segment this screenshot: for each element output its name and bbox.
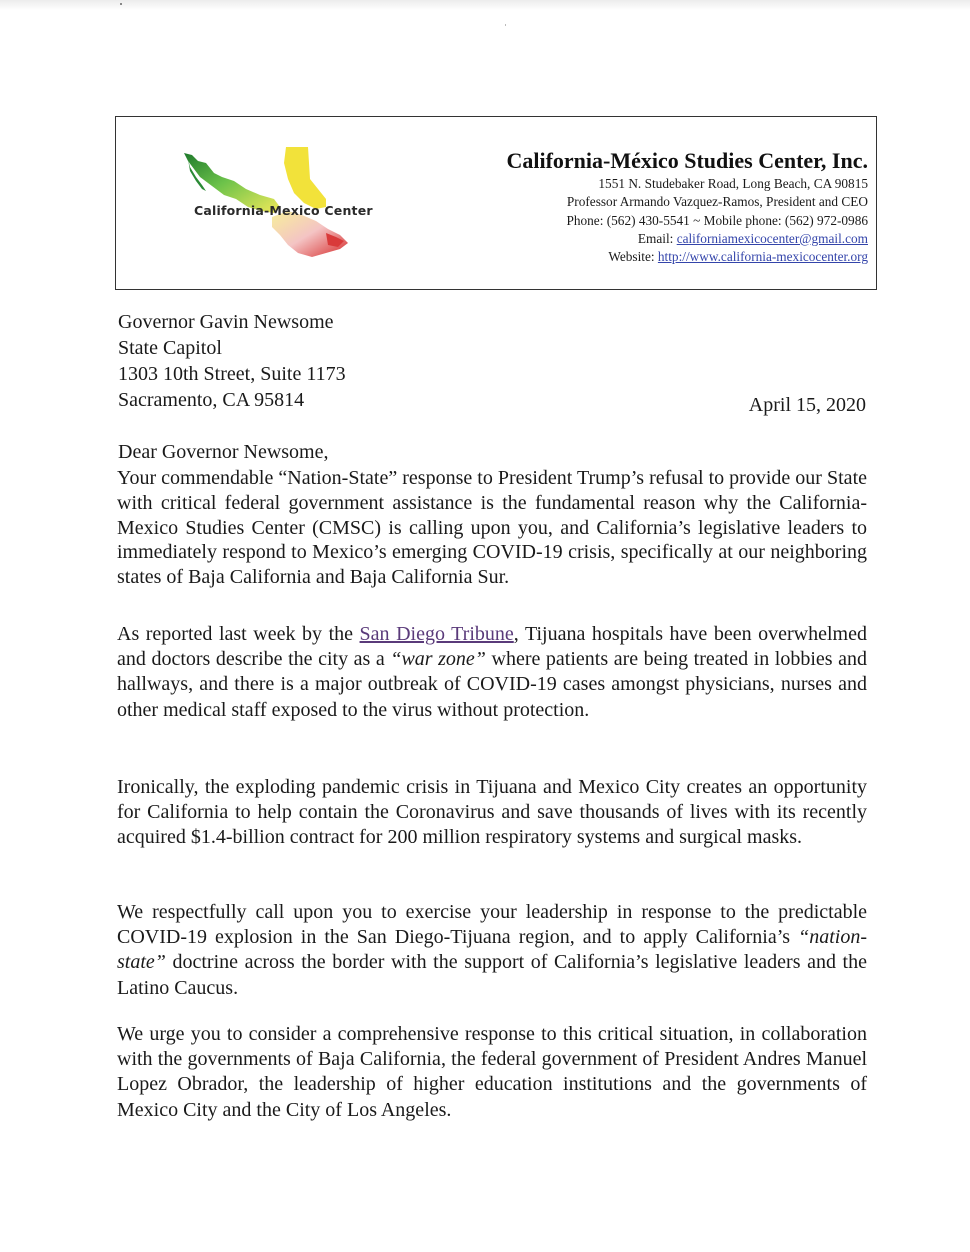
paragraph-2-part: , Tijuana hospitals have been overwhelmed and doctors describe the city as a <box>117 623 867 671</box>
letter-date: April 15, 2020 <box>748 394 866 416</box>
paragraph-4-part: We respectfully call upon you to exercise your leadership in response to the predictable COVID-19 explosion in the San Diego-Tijuana region, and to apply California’s <box>117 901 867 949</box>
paragraph-3 <box>117 775 867 851</box>
recipient-street: 1303 10th Street, Suite 1173 <box>118 363 346 385</box>
page-top-shadow <box>0 0 970 10</box>
san-diego-tribune-link[interactable]: San Diego Tribune <box>359 623 514 645</box>
organization-phone: Phone: (562) 430-5541 ~ Mobile phone: (562) 972-0986 <box>566 212 868 228</box>
paragraph-4-part: doctrine across the border with the support of California’s legislative leaders and the Latino Caucus. <box>117 951 867 999</box>
organization-name: California-México Studies Center, Inc. <box>506 148 868 173</box>
war-zone-emphasis: “war zone” <box>390 648 486 671</box>
nation-state-emphasis: “nation-state” <box>117 926 867 974</box>
paragraph-2 <box>117 622 867 723</box>
recipient-building: State Capitol <box>118 337 222 359</box>
website-label: Website: <box>608 249 658 265</box>
salutation: Dear Governor Newsome, <box>118 441 329 463</box>
paragraph-4-text <box>117 900 867 1001</box>
paragraph-5 <box>117 1022 867 1123</box>
organization-website-line <box>506 248 868 266</box>
paragraph-4 <box>117 900 867 1001</box>
organization-contact-block <box>506 147 868 266</box>
organization-address: 1551 N. Studebaker Road, Long Beach, CA 90815 <box>598 176 868 191</box>
paragraph-2-part: where patients are being treated in lobbies and hallways, and there is a major outbreak of COVID-19 cases amongst physicians, nurses and other medical staff exposed to the virus without protection. <box>117 648 867 721</box>
organization-email-line <box>506 230 868 248</box>
logo-text: California-Mexico Center <box>194 203 373 218</box>
scan-speck <box>120 3 122 5</box>
recipient-name: Governor Gavin Newsome <box>118 311 334 333</box>
paragraph-5-text: We urge you to consider a comprehensive response to this critical situation, in collaboration with the governments of Baja California, the federal government of President Andres Manuel Lopez Obrador, the leadership of higher education institutions and the governments of Mexico City and the City of Los Angeles. <box>117 1023 867 1121</box>
paragraph-3-text: Ironically, the exploding pandemic crisis in Tijuana and Mexico City creates an opportunity for California to help contain the Coronavirus and save thousands of lives with its recently acquired $1.4-billion contract for 200 million respiratory systems and surgical masks. <box>117 776 867 849</box>
scan-speck <box>505 24 506 26</box>
website-link[interactable]: http://www.california-mexicocenter.org <box>657 249 868 265</box>
paragraph-1 <box>117 466 867 590</box>
email-label: Email: <box>637 230 677 246</box>
organization-president: Professor Armando Vazquez-Ramos, President and CEO <box>566 194 868 210</box>
recipient-address <box>118 309 346 413</box>
paragraph-2-part: As reported last week by the <box>117 623 360 645</box>
paragraph-2-text <box>117 622 867 723</box>
email-link[interactable]: californiamexicocenter@gmail.com <box>676 230 868 246</box>
letterhead-box <box>115 116 877 290</box>
recipient-city: Sacramento, CA 95814 <box>118 389 305 411</box>
paragraph-1-text: Your commendable “Nation-State” response to President Trump’s refusal to provide our State with critical federal government assistance is the fundamental reason why the California-Mexico Studies Center (CMSC) is calling upon you, and California’s legislative leaders to immediately respond to Mexico’s emerging COVID-19 crisis, specifically at our neighboring states of Baja California and Baja California Sur. <box>117 467 867 589</box>
